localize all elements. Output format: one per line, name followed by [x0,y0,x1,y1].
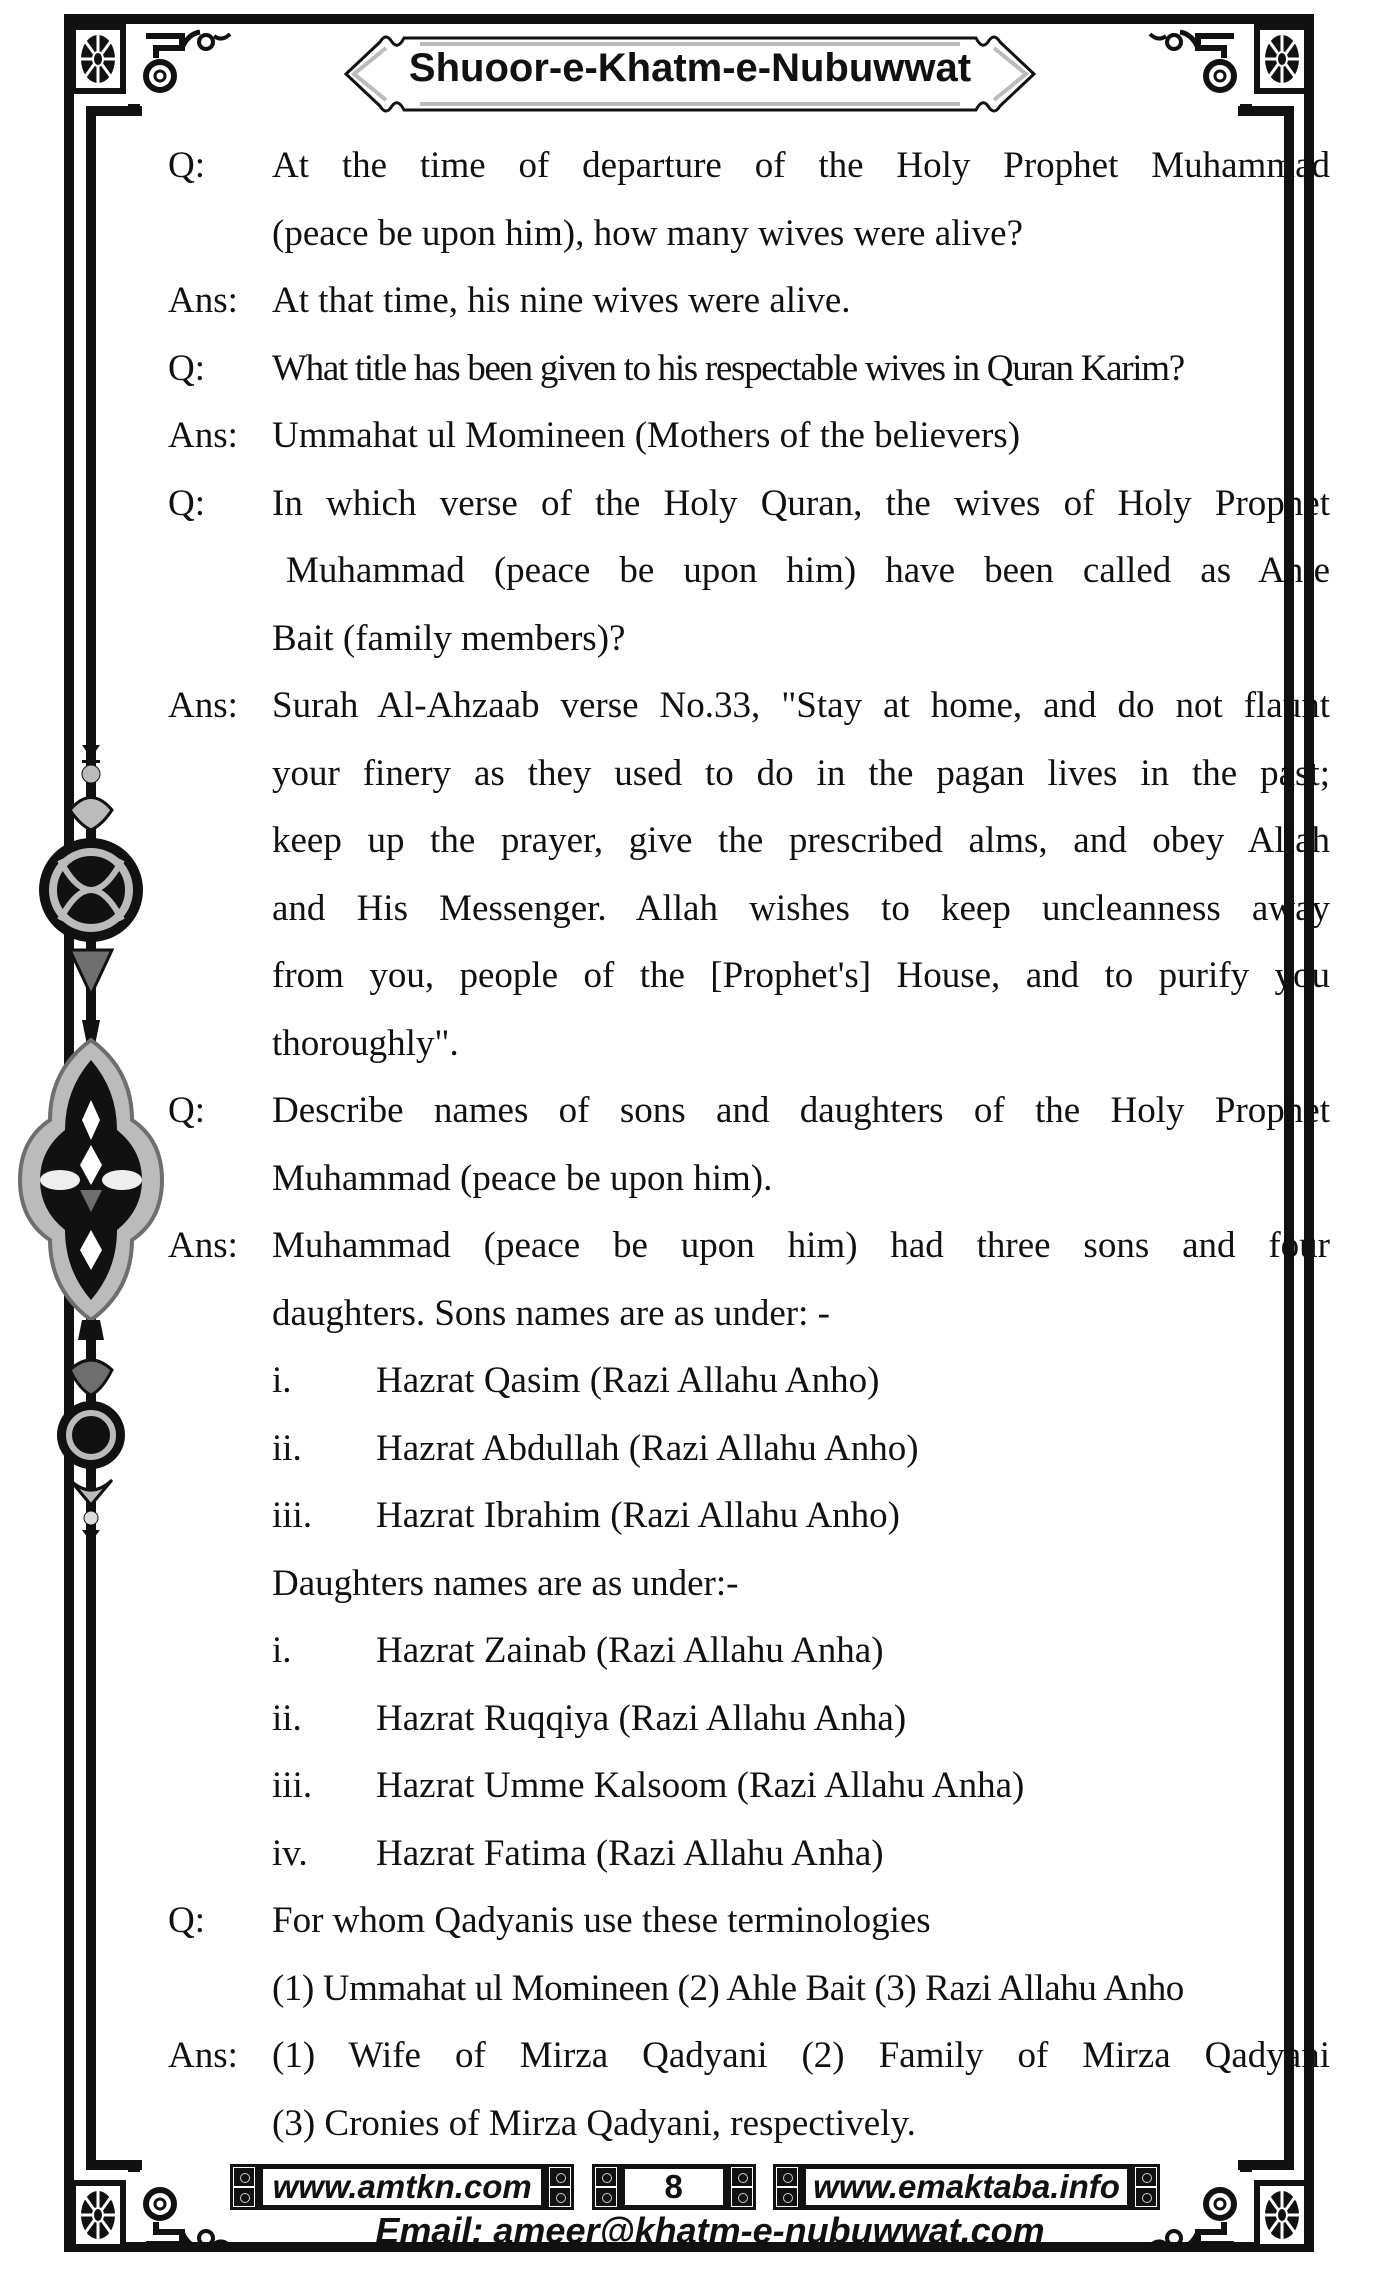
list-number: iii. [272,1495,313,1536]
text-line: At the time of departure of the Holy Prophet Muhammad [272,145,1330,186]
decorative-tile-icon [546,2164,574,2210]
son-list-item [168,1482,1328,1550]
text-line: For whom Qadyanis use these terminologies [272,1900,931,1941]
decorative-tile-icon [592,2164,620,2210]
list-text: Hazrat Ruqqiya (Razi Allahu Anha) [376,1697,907,1739]
answer-label: Ans: [168,2035,238,2076]
question-label: Q: [168,347,205,389]
answer-block [168,402,1328,470]
answer-block [168,672,1328,1077]
answer-label: Ans: [168,1225,238,1266]
title-banner [340,28,1040,118]
question-block [168,470,1328,673]
footer-website-right-box[interactable] [801,2164,1132,2210]
website-link-amtkn[interactable]: www.amtkn.com [272,2168,532,2205]
daughter-list-item [168,1617,1328,1685]
list-text: Hazrat Ibrahim (Razi Allahu Anho) [376,1495,900,1536]
list-number: i. [272,1630,292,1671]
answer-block [168,267,1328,335]
daughter-list-item [168,1685,1328,1753]
text-line: Ummahat ul Momineen (Mothers of the believers) [272,415,1021,456]
text-line: (3) Cronies of Mirza Qadyani, respectively. [272,2102,916,2144]
text-line: Muhammad (peace be upon him). [272,1157,773,1199]
website-link-emaktaba[interactable]: www.emaktaba.info [813,2168,1120,2205]
text-line: What title has been given to his respectable wives in Quran Karim? [272,347,1184,389]
daughters-heading: Daughters names are as under:- [272,1562,739,1604]
decorative-tile-icon [728,2164,756,2210]
list-number: ii. [272,1697,302,1739]
text-line: Surah Al-Ahzaab verse No.33, "Stay at home, and do not flaunt [272,685,1330,726]
list-text: Hazrat Abdullah (Razi Allahu Anho) [376,1427,919,1469]
answer-block [168,1212,1328,1347]
corner-rosette-icon [1254,2180,1310,2250]
list-number: i. [272,1360,292,1401]
scroll-ornament-icon [142,28,242,98]
list-text: Hazrat Qasim (Razi Allahu Anho) [376,1360,880,1401]
list-number: iii. [272,1765,313,1806]
question-block [168,1077,1328,1212]
daughter-list-item [168,1820,1328,1888]
text-line: your finery as they used to do in the pagan lives in the past; [272,752,1330,794]
list-number: iv. [272,1832,308,1874]
scroll-ornament-icon [1138,28,1238,98]
daughter-list-item [168,1752,1328,1820]
decorative-tile-icon [773,2164,801,2210]
page-number: 8 [620,2164,728,2210]
footer-website-left-box[interactable] [258,2164,546,2210]
corner-rosette-icon [1254,24,1310,94]
scroll-ornament-icon [142,2182,242,2252]
question-label: Q: [168,145,205,186]
side-ornament-icon [10,600,170,1700]
border-square [128,104,140,116]
question-block [168,1887,1328,2022]
list-text: Hazrat Zainab (Razi Allahu Anha) [376,1630,884,1671]
question-block [168,335,1328,403]
border-square [1240,104,1252,116]
border-square [128,2160,140,2172]
son-list-item [168,1415,1328,1483]
footer-bar [230,2162,1160,2212]
text-line: In which verse of the Holy Quran, the wives of Holy Prophet [272,482,1330,524]
answer-label: Ans: [168,685,238,726]
question-label: Q: [168,1090,205,1131]
question-block [168,132,1328,267]
border-square [1240,2160,1252,2172]
text-line: keep up the prayer, give the prescribed alms, and obey Allah [272,820,1330,861]
text-line: thoroughly". [272,1022,459,1064]
text-line: Describe names of sons and daughters of the Holy Prophet [272,1090,1330,1131]
list-text: Hazrat Umme Kalsoom (Razi Allahu Anha) [376,1765,1025,1806]
son-list-item [168,1347,1328,1415]
question-label: Q: [168,482,205,524]
corner-rosette-icon [70,24,126,94]
list-text: Hazrat Fatima (Razi Allahu Anha) [376,1832,884,1874]
footer-email[interactable]: Email: ameer@khatm-e-nubuwwat.com [375,2210,1045,2251]
text-line: (1) Wife of Mirza Qadyani (2) Family of Mirza Qadyani [272,2035,1330,2076]
page-header-title: Shuoor-e-Khatm-e-Nubuwwat [408,46,972,90]
qa-content [168,132,1328,2157]
text-line: (peace be upon him), how many wives were alive? [272,212,1024,254]
answer-label: Ans: [168,415,238,456]
corner-rosette-icon [70,2180,126,2250]
text-line: Bait (family members)? [272,617,626,659]
decorative-tile-icon [1132,2164,1160,2210]
text-line: (1) Ummahat ul Momineen (2) Ahle Bait (3) Razi Allahu Anho [272,1967,1184,2009]
answer-label: Ans: [168,280,238,321]
text-line: Muhammad (peace be upon him) had three sons and four [272,1225,1330,1266]
text-line: At that time, his nine wives were alive. [272,280,851,321]
text-line: and His Messenger. Allah wishes to keep uncleanness away [272,887,1330,929]
text-line: daughters. Sons names are as under: - [272,1292,830,1334]
text-line: Muhammad (peace be upon him) have been called as Ahle [286,550,1330,591]
list-number: ii. [272,1427,302,1469]
text-line: from you, people of the [Prophet's] House, and to purify you [272,955,1330,996]
question-label: Q: [168,1900,205,1941]
answer-block [168,2022,1328,2157]
decorative-tile-icon [230,2164,258,2210]
